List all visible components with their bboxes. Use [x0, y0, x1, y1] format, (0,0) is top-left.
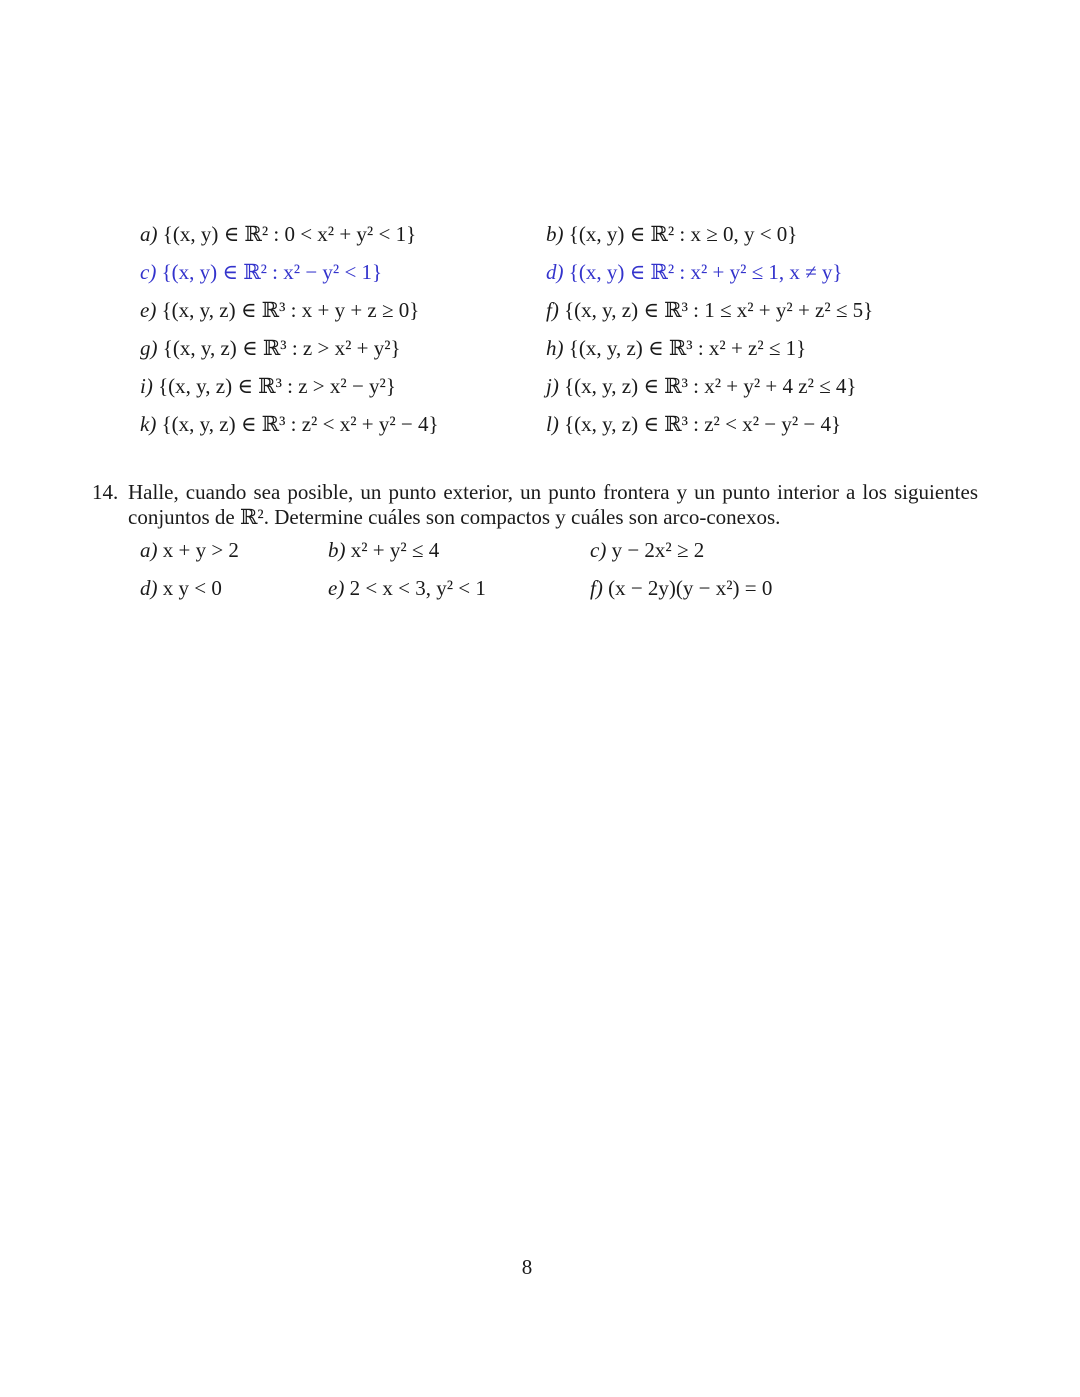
region-item-a [140, 537, 239, 563]
set-item-f [546, 297, 873, 323]
item-label: b) [546, 222, 564, 246]
item-expression: {(x, y) ∈ ℝ² : 0 < x² + y² < 1} [162, 222, 417, 246]
item-expression: 2 < x < 3, y² < 1 [349, 576, 486, 600]
item-expression: (x − 2y)(y − x²) = 0 [608, 576, 773, 600]
set-item-e [140, 297, 419, 323]
item-label: c) [590, 538, 607, 562]
item-expression: {(x, y, z) ∈ ℝ³ : x² + z² ≤ 1} [568, 336, 807, 360]
item-expression: {(x, y, z) ∈ ℝ³ : z² < x² + y² − 4} [161, 412, 439, 436]
item-label: e) [140, 298, 157, 322]
region-item-e [328, 575, 486, 601]
item-label: f) [590, 576, 603, 600]
item-expression: {(x, y, z) ∈ ℝ³ : z > x² − y²} [158, 374, 396, 398]
item-expression: {(x, y, z) ∈ ℝ³ : x² + y² + 4 z² ≤ 4} [564, 374, 857, 398]
region-item-c [590, 537, 704, 563]
set-item-k [140, 411, 439, 437]
set-item-l [546, 411, 841, 437]
item-label: j) [546, 374, 559, 398]
problem-number: 14. [92, 480, 119, 504]
page-number: 8 [521, 1255, 533, 1279]
item-expression: {(x, y, z) ∈ ℝ³ : z² < x² − y² − 4} [564, 412, 842, 436]
set-item-c [140, 259, 382, 285]
item-expression: y − 2x² ≥ 2 [611, 538, 705, 562]
set-item-a [140, 221, 416, 247]
item-expression: x y < 0 [162, 576, 222, 600]
item-label: k) [140, 412, 157, 436]
item-expression: {(x, y) ∈ ℝ² : x² − y² < 1} [161, 260, 383, 284]
item-label: g) [140, 336, 158, 360]
region-item-b [328, 537, 439, 563]
item-label: a) [140, 222, 158, 246]
item-expression: {(x, y) ∈ ℝ² : x² + y² ≤ 1, x ≠ y} [568, 260, 843, 284]
item-label: d) [546, 260, 564, 284]
item-label: d) [140, 576, 158, 600]
item-expression: {(x, y, z) ∈ ℝ³ : 1 ≤ x² + y² + z² ≤ 5} [564, 298, 874, 322]
item-expression: {(x, y, z) ∈ ℝ³ : z > x² + y²} [162, 336, 401, 360]
item-expression: x + y > 2 [162, 538, 239, 562]
set-item-b [546, 221, 797, 247]
item-label: a) [140, 538, 158, 562]
item-expression: {(x, y) ∈ ℝ² : x ≥ 0, y < 0} [568, 222, 798, 246]
item-label: e) [328, 576, 345, 600]
set-item-h [546, 335, 806, 361]
region-item-f [590, 575, 772, 601]
item-label: l) [546, 412, 559, 436]
item-label: c) [140, 260, 157, 284]
item-label: b) [328, 538, 346, 562]
problem-14 [92, 480, 978, 530]
item-label: f) [546, 298, 559, 322]
item-expression: {(x, y, z) ∈ ℝ³ : x + y + z ≥ 0} [161, 298, 420, 322]
set-item-j [546, 373, 856, 399]
set-item-i [140, 373, 396, 399]
set-item-d [546, 259, 843, 285]
item-label: i) [140, 374, 153, 398]
region-item-d [140, 575, 222, 601]
set-item-g [140, 335, 401, 361]
problem-statement: Halle, cuando sea posible, un punto exterior, un punto frontera y un punto interior a los siguientes conjuntos de ℝ². Determine cuáles son compactos y cuáles son arco-conexos. [128, 480, 978, 529]
item-expression: x² + y² ≤ 4 [350, 538, 440, 562]
item-label: h) [546, 336, 564, 360]
